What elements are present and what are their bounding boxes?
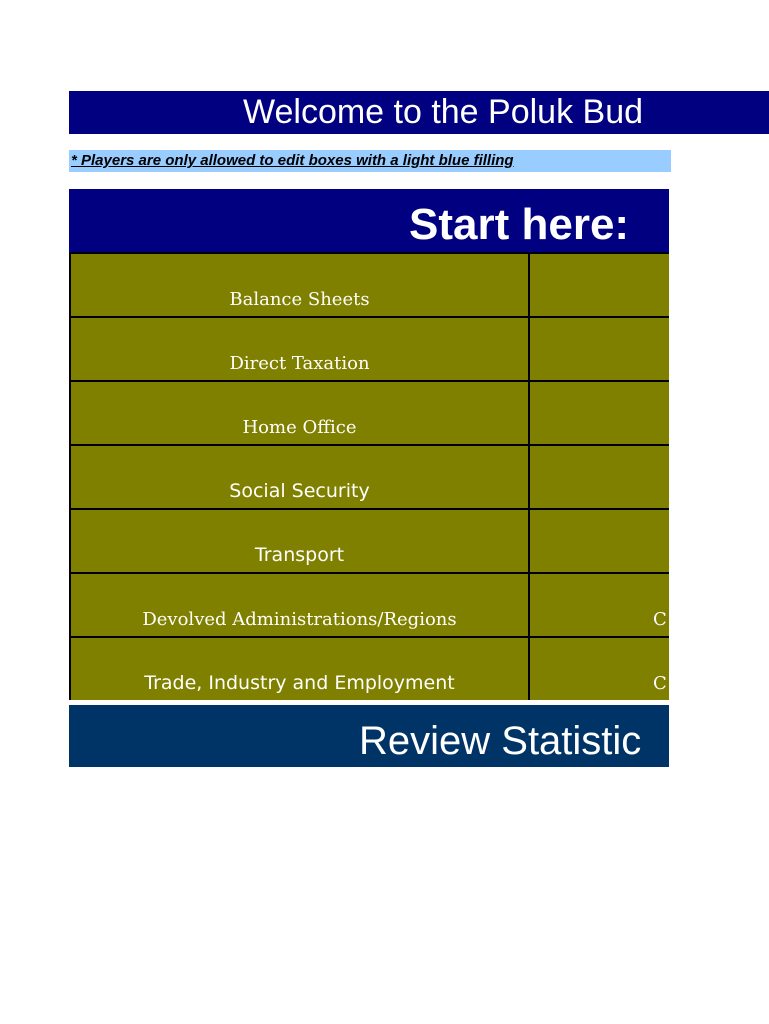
row-trade-industry-employment[interactable] <box>69 636 669 700</box>
spreadsheet-view <box>69 0 667 1024</box>
row-label: Trade, Industry and Employment <box>144 672 455 694</box>
start-here-bar <box>69 189 669 252</box>
label-cell[interactable] <box>69 318 530 380</box>
value-cell[interactable] <box>530 510 730 572</box>
start-here-label: Start here: <box>409 200 630 249</box>
row-label: Transport <box>254 544 345 566</box>
row-label: Devolved Administrations/Regions <box>142 609 457 630</box>
value-cell[interactable] <box>530 638 730 700</box>
label-cell[interactable] <box>69 446 530 508</box>
row-social-security[interactable] <box>69 444 669 508</box>
value-cell[interactable] <box>530 254 730 316</box>
label-cell[interactable] <box>69 382 530 444</box>
row-label: Balance Sheets <box>229 289 370 310</box>
value-cell[interactable] <box>530 446 730 508</box>
row-balance-sheets[interactable] <box>69 252 669 316</box>
row-devolved-administrations[interactable] <box>69 572 669 636</box>
row-direct-taxation[interactable] <box>69 316 669 380</box>
review-statistics-bar[interactable] <box>69 705 669 767</box>
value-cell[interactable] <box>530 318 730 380</box>
department-grid <box>69 252 669 700</box>
value-cell[interactable] <box>530 574 730 636</box>
row-value: C <box>653 609 667 630</box>
row-label: Home Office <box>242 417 357 438</box>
welcome-title: Welcome to the Poluk Bud <box>243 93 644 131</box>
row-label: Social Security <box>229 480 370 502</box>
row-value: C <box>653 673 667 694</box>
label-cell[interactable] <box>69 574 530 636</box>
welcome-title-bar <box>69 91 769 134</box>
edit-notice: * Players are only allowed to edit boxes with a light blue filling <box>69 150 671 172</box>
row-transport[interactable] <box>69 508 669 572</box>
label-cell[interactable] <box>69 510 530 572</box>
label-cell[interactable] <box>69 638 530 700</box>
label-cell[interactable] <box>69 254 530 316</box>
row-label: Direct Taxation <box>229 353 370 374</box>
review-statistics-label: Review Statistic <box>359 719 642 763</box>
row-home-office[interactable] <box>69 380 669 444</box>
value-cell[interactable] <box>530 382 730 444</box>
